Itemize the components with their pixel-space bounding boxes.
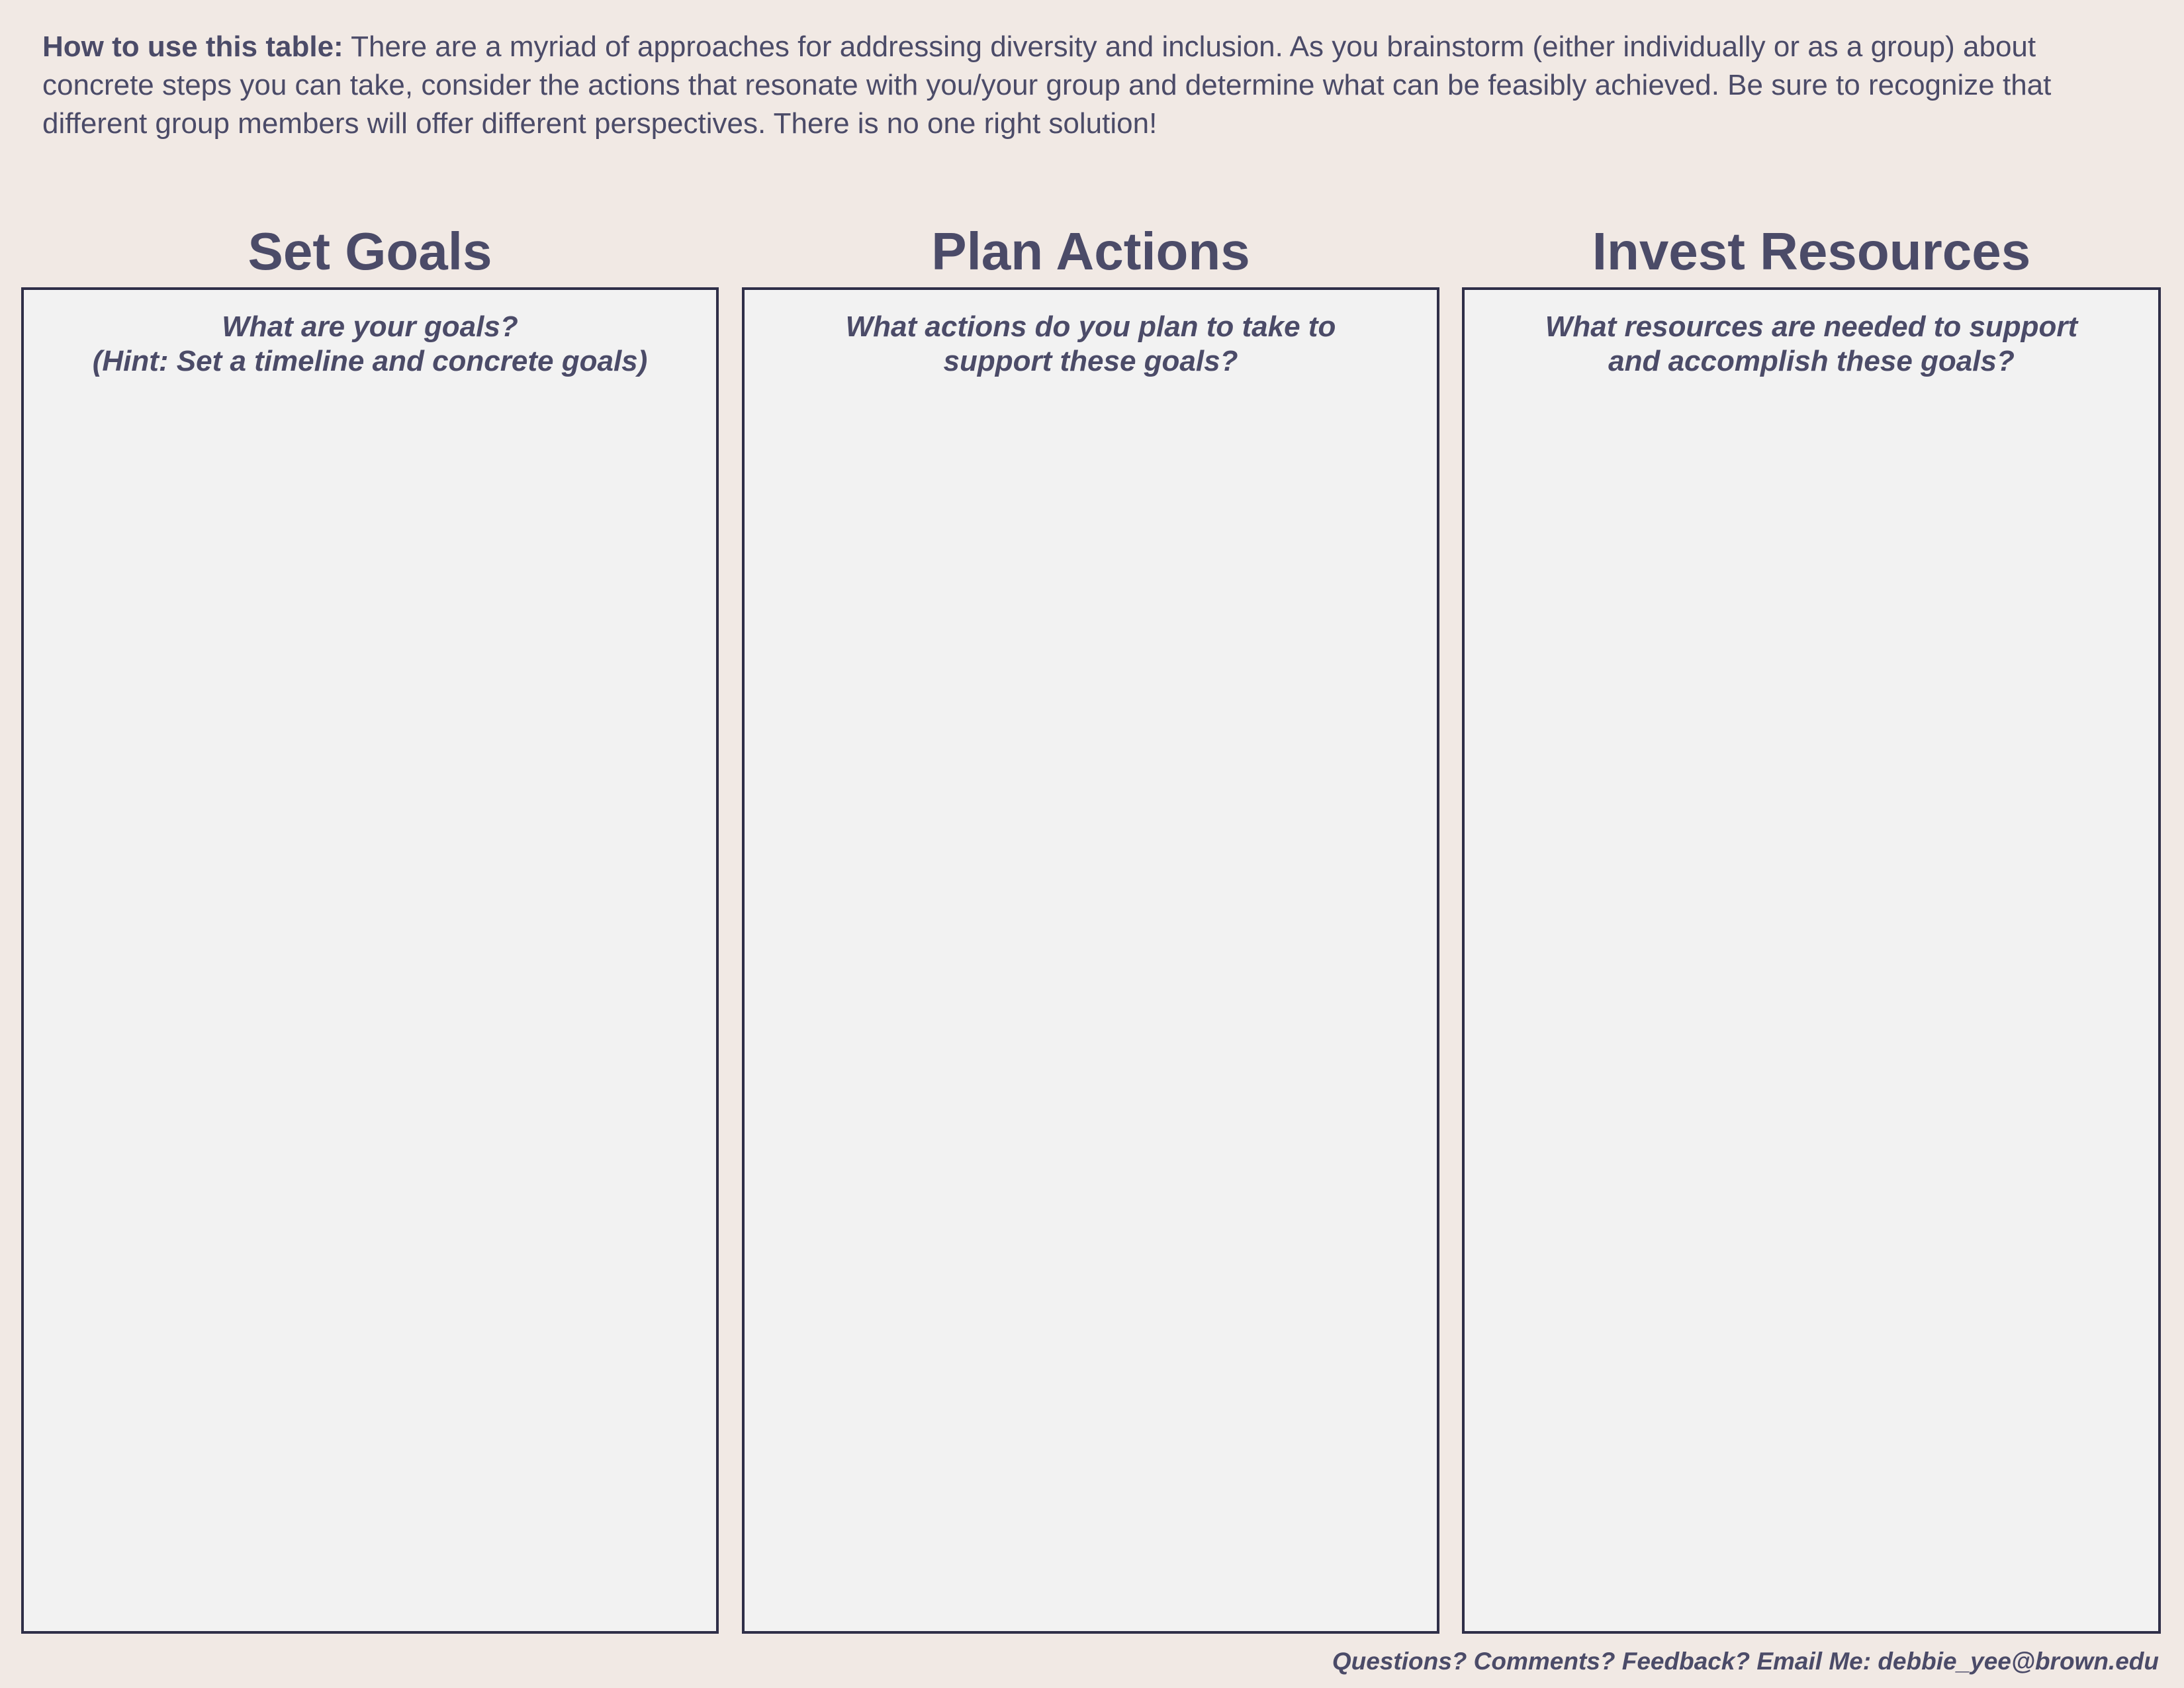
plan-actions-prompt: What actions do you plan to take to support these goals? xyxy=(845,310,1336,377)
instructions-body: There are a myriad of approaches for addressing diversity and inclusion. As you brainstorm (either individually or as a group) about concrete steps you can take, consider the actions that resonate with you/your group and determine what can be feasibly achieved. Be sure to recognize that different group members will offer different perspectives. There is no one right solution! xyxy=(42,30,2052,140)
invest-resources-box[interactable] xyxy=(1462,287,2161,1634)
contact-footer: Questions? Comments? Feedback? Email Me: debbie_yee@brown.edu xyxy=(1332,1648,2159,1675)
plan-actions-heading: Plan Actions xyxy=(931,222,1250,281)
plan-actions-box[interactable] xyxy=(742,287,1439,1634)
set-goals-prompt: What are your goals? (Hint: Set a timeline and concrete goals) xyxy=(92,310,648,377)
instructions-paragraph xyxy=(42,28,2147,143)
set-goals-heading: Set Goals xyxy=(248,222,492,281)
instructions-lead: How to use this table: xyxy=(42,30,343,63)
set-goals-box[interactable] xyxy=(21,287,719,1634)
invest-resources-prompt: What resources are needed to support and accomplish these goals? xyxy=(1545,310,2078,377)
invest-resources-heading: Invest Resources xyxy=(1592,222,2031,281)
